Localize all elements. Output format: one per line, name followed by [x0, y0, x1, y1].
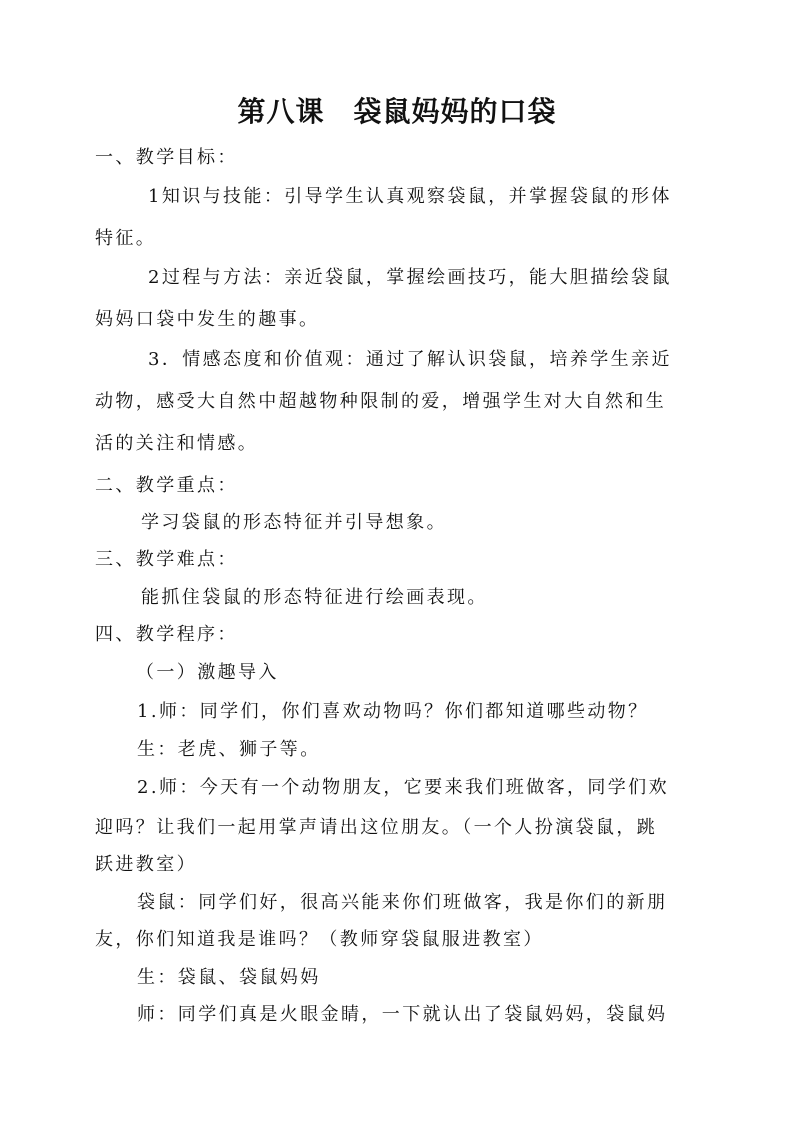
dialogue-line: 生：袋鼠、袋鼠妈妈: [137, 967, 321, 988]
paragraph-line: 友，你们知道我是谁吗？（教师穿袋鼠服进教室）: [95, 929, 544, 950]
dialogue-line: 2.师：今天有一个动物朋友，它要来我们班做客，同学们欢: [137, 777, 669, 798]
paragraph-line: 1知识与技能：引导学生认真观察袋鼠，并掌握袋鼠的形体: [148, 186, 672, 207]
dialogue-line: 1.师：同学们，你们喜欢动物吗？你们都知道哪些动物？: [137, 701, 649, 722]
paragraph-line: 迎吗？让我们一起用掌声请出这位朋友。（一个人扮演袋鼠，跳: [95, 817, 658, 838]
section-heading-procedure: 四、教学程序：: [95, 624, 238, 645]
paragraph-line: 特征。: [95, 228, 157, 249]
dialogue-line: 生：老虎、狮子等。: [137, 739, 321, 760]
paragraph-line: 跃进教室）: [95, 854, 197, 875]
lesson-title: 第八课 袋鼠妈妈的口袋: [237, 95, 557, 128]
section-heading-difficulties: 三、教学难点：: [95, 549, 238, 570]
dialogue-line: 师：同学们真是火眼金睛，一下就认出了袋鼠妈妈，袋鼠妈: [137, 1004, 668, 1025]
paragraph-line: 能抓住袋鼠的形态特征进行绘画表现。: [141, 587, 488, 608]
subsection-heading: （一）激趣导入: [136, 662, 279, 683]
dialogue-line: 袋鼠：同学们好，很高兴能来你们班做客，我是你们的新朋: [137, 892, 668, 913]
section-heading-objectives: 一、教学目标：: [95, 147, 238, 168]
section-heading-key-points: 二、教学重点：: [95, 475, 238, 496]
paragraph-line: 3．情感态度和价值观：通过了解认识袋鼠，培养学生亲近: [148, 349, 672, 370]
paragraph-line: 2过程与方法：亲近袋鼠，掌握绘画技巧，能大胆描绘袋鼠: [148, 267, 672, 288]
paragraph-line: 学习袋鼠的形态特征并引导想象。: [141, 512, 447, 533]
paragraph-line: 动物，感受大自然中超越物种限制的爱，增强学生对大自然和生: [95, 391, 667, 412]
paragraph-line: 活的关注和情感。: [95, 433, 259, 454]
paragraph-line: 妈妈口袋中发生的趣事。: [95, 309, 320, 330]
